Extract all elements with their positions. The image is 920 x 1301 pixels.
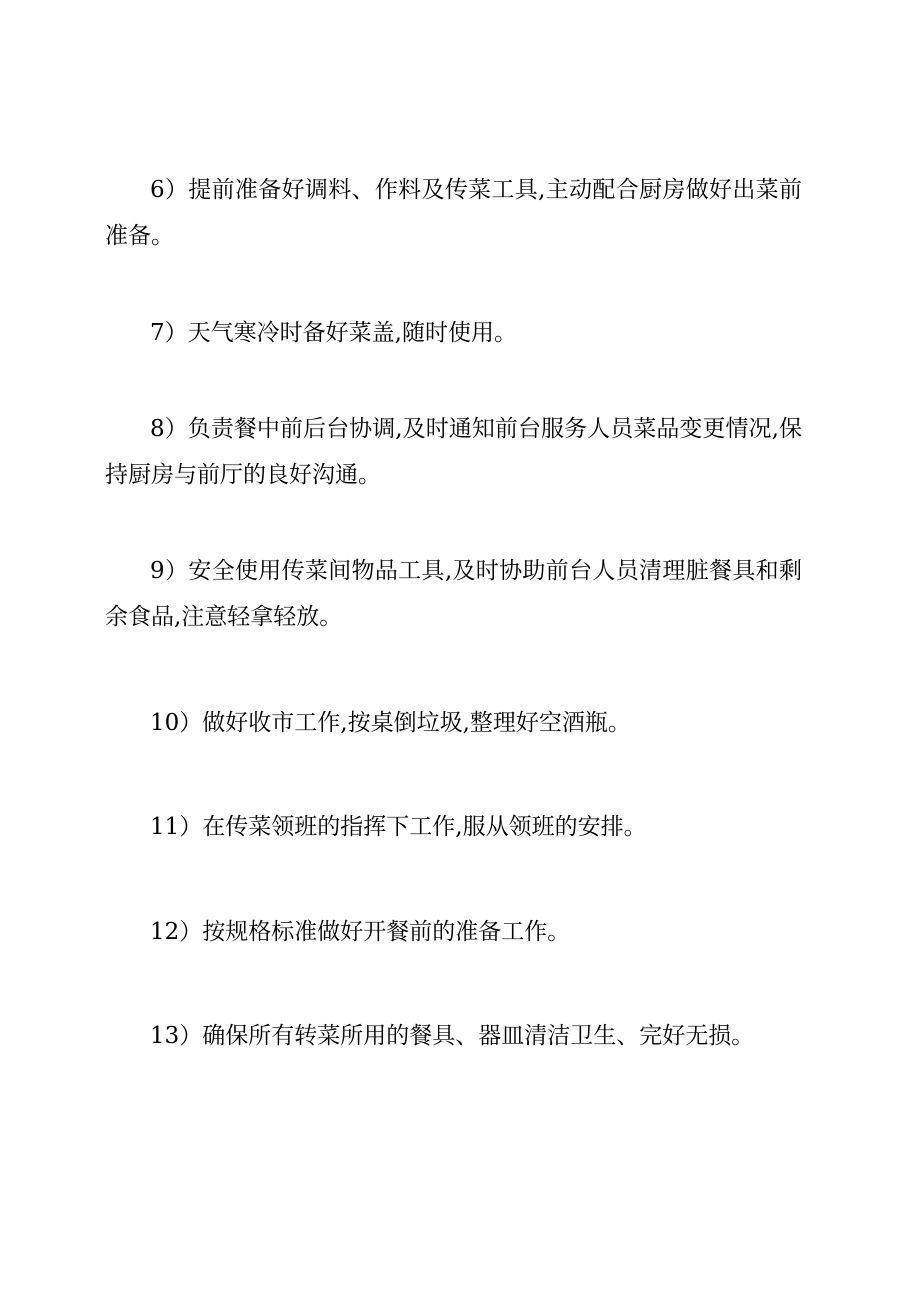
paragraph-line: 余食品,注意轻拿轻放。 [105,604,343,630]
paragraph-line: 8）负责餐中前后台协调,及时通知前台服务人员菜品变更情况,保 [150,416,802,442]
paragraph-item-6 [105,167,802,259]
paragraph-line: 13）确保所有转菜所用的餐具、器皿清洁卫生、完好无损。 [150,1023,755,1049]
paragraph-item-8 [105,406,802,498]
paragraph-line: 6）提前准备好调料、作料及传菜工具,主动配合厨房做好出菜前 [150,177,802,203]
paragraph-item-9 [105,548,802,640]
paragraph-line: 10）做好收市工作,按桌倒垃圾,整理好空酒瓶。 [150,710,631,736]
paragraph-item-10 [105,700,802,746]
paragraph-line: 12）按规格标准做好开餐前的准备工作。 [150,919,571,945]
paragraph-item-11 [105,804,802,850]
paragraph-line: 准备。 [105,223,174,249]
paragraph-item-12 [105,909,802,955]
paragraph-line: 9）安全使用传菜间物品工具,及时协助前台人员清理脏餐具和剩 [150,558,802,584]
paragraph-item-13 [105,1013,802,1059]
paragraph-item-7 [105,310,802,356]
paragraph-line: 11）在传菜领班的指挥下工作,服从领班的安排。 [150,814,647,840]
paragraph-line: 持厨房与前厅的良好沟通。 [105,462,381,488]
paragraph-line: 7）天气寒冷时备好菜盖,随时使用。 [150,320,517,346]
